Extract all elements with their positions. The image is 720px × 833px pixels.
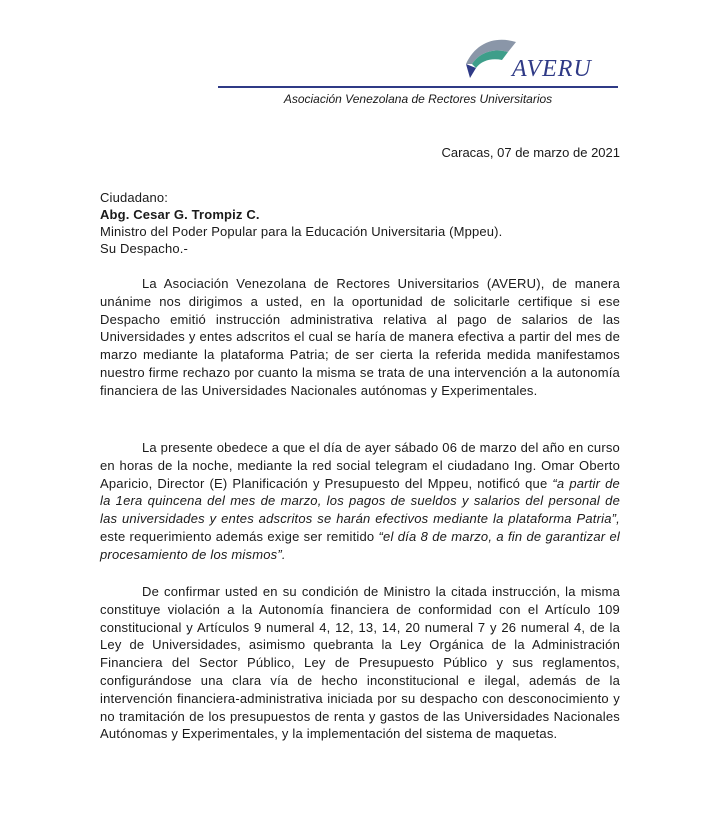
date-line: Caracas, 07 de marzo de 2021 [441,145,620,160]
body-paragraph-1: La Asociación Venezolana de Rectores Universitarios (AVERU), de manera unánime nos dirigimos a usted, en la oportunidad de solicitarle certifique si ese Despacho emitió instrucción administrativa relativa al pago de salarios de las Universidades y entes adscritos el cual se haría de manera efectiva a partir del mes de marzo mediante la plataforma Patria; de ser cierta la referida medida manifestamos nuestro firme rechazo por cuanto la misma se trata de una intervención a la autonomía financiera de las Universidades Nacionales autónomas y Experimentales. [100,276,620,398]
header-divider [218,86,618,88]
addressee-office: Su Despacho.- [100,241,188,256]
organization-name: Asociación Venezolana de Rectores Universitarios [283,92,553,106]
body-paragraph-2 [100,439,620,564]
logo-text: AVERU [512,56,592,82]
addressee-title: Ministro del Poder Popular para la Educación Universitaria (Mppeu). [100,224,503,239]
body-paragraph-3: De confirmar usted en su condición de Ministro la citada instrucción, la misma constituye violación a la Autonomía financiera de conformidad con el Artículo 109 constitucional y Artículos 9 numeral 4, 12, 13, 14, 20 numeral 7 y 26 numeral 4, de la Ley de Universidades, asimismo quebranta la Ley Orgánica de la Administración Financiera del Sector Público, Ley de Presupuesto Público y sus reglamentos, configurándose una clara vía de hecho inconstitucional e ilegal, además de la intervención financiera-administrativa iniciada por su despacho con desconocimiento y no tramitación de los presupuestos de renta y gastos de las Universidades Nacionales Autónomas y Experimentales, y la implementación del sistema de maquetas. [100,584,620,742]
paragraph-2-quote-1: “a partir de la 1era quincena del mes de marzo, los pagos de sueldos y salarios del personal de las universidades y entes adscritos se harán efectivos mediante la plataforma Patria”, [100,475,620,527]
paragraph-2-middle: este requerimiento además exige ser remitido [100,528,379,544]
addressee-name: Abg. Cesar G. Trompiz C. [100,207,260,222]
salutation: Ciudadano: [100,190,168,205]
paragraph-2-intro: La presente obedece a que el día de ayer sábado 06 de marzo del año en curso en horas de la noche, mediante la red social telegram el ciudadano Ing. Omar Oberto Aparicio, Director (E) Planificación y Presupuesto del Mppeu, notificó que [100,440,620,491]
paragraph-2-quote-2: “el día 8 de marzo, a fin de garantizar el procesamiento de los mismos”. [100,528,620,562]
